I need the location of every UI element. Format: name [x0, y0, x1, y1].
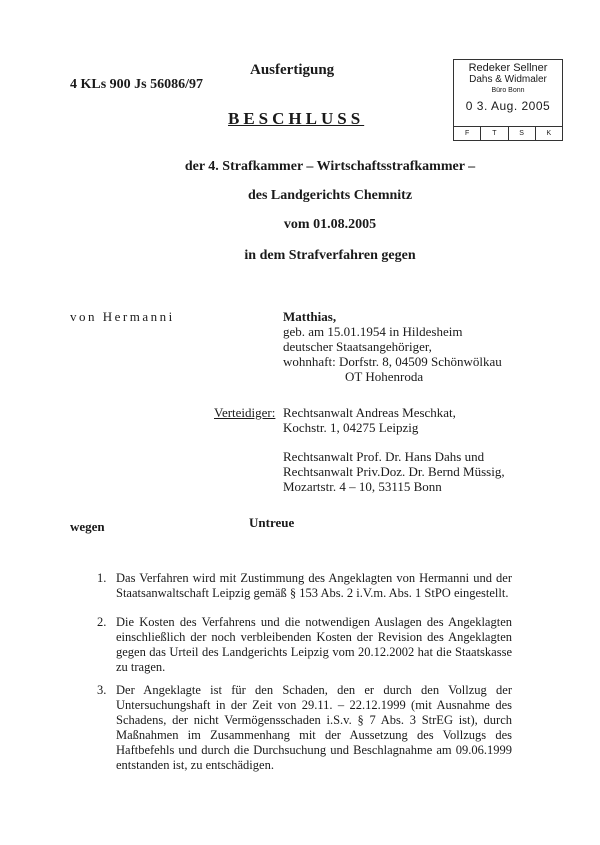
defendant-surname: von Hermanni: [70, 309, 175, 324]
stamp-date: 0 3. Aug. 2005: [465, 99, 551, 113]
defendant-nationality: deutscher Staatsangehöriger,: [283, 339, 432, 354]
stamp-cell: T: [481, 127, 508, 140]
stamp-cell: S: [509, 127, 536, 140]
ruling-number: 3.: [97, 683, 107, 697]
copy-label: Ausfertigung: [250, 62, 335, 78]
ruling-text: Die Kosten des Verfahrens und die notwendigen Auslagen des Angeklagten einschließlich der noch verbleibenden Kosten der Revision des Angeklagten gegen das Urteil des Landgerichts Leipzig vom 20.12.2002 hat die Staatskasse zu tragen.: [116, 615, 512, 674]
charge-label: wegen: [70, 519, 105, 534]
ruling-text: Der Angeklagte ist für den Schaden, den er durch den Vollzug der Untersuchungshaft in der Zeit von 29.11. – 22.12.1999 (mit Ausnahme des Schadens, der nicht Vermögensschaden i.S.v. § 7 Abs. 3 StrEG ist), durch Maßnahmen im Zusammenhang mit der Aussetzung des Vollzugs des Haftbefehls und durch die Durchsuchung und Beschlagnahme am 09.06.1999 entstanden ist, zu entschädigen.: [116, 683, 512, 772]
stamp-cell: K: [546, 130, 552, 137]
lawyer1-address: Kochstr. 1, 04275 Leipzig: [283, 420, 419, 435]
defense-lawyer1: [283, 405, 456, 435]
defense-lawyers-bonn: [283, 449, 505, 494]
received-stamp: [453, 59, 563, 141]
stamp-cells: [454, 126, 562, 140]
decision-date: vom 01.08.2005: [283, 217, 377, 232]
stamp-office: Büro Bonn: [491, 87, 525, 94]
lawyer2-name: Rechtsanwalt Prof. Dr. Hans Dahs und: [283, 449, 485, 464]
defendant-residence: wohnhaft: Dorfstr. 8, 04509 Schönwölkau: [283, 354, 502, 369]
stamp-firm-line1: Redeker Sellner: [468, 62, 548, 74]
defendant-given-name: Matthias,: [283, 309, 337, 324]
court-chamber: der 4. Strafkammer – Wirtschaftsstrafkammer –: [184, 159, 476, 174]
case-number: 4 KLs 900 Js 56086/97: [70, 77, 204, 92]
defendant-birth: geb. am 15.01.1954 in Hildesheim: [283, 324, 463, 339]
proceeding-line: in dem Strafverfahren gegen: [244, 248, 416, 263]
defendant-details: [283, 309, 502, 384]
defense-label: Verteidiger:: [214, 405, 276, 420]
court-name: des Landgerichts Chemnitz: [247, 188, 413, 203]
ruling-number: 2.: [97, 615, 107, 629]
lawyer1-name: Rechtsanwalt Andreas Meschkat,: [283, 405, 456, 420]
charge-offense: Untreue: [249, 515, 295, 530]
defendant-district: OT Hohenroda: [345, 369, 424, 384]
document-title: BESCHLUSS: [228, 109, 365, 128]
stamp-cell: F: [454, 127, 481, 140]
lawyers-bonn-address: Mozartstr. 4 – 10, 53115 Bonn: [283, 479, 442, 494]
ruling-text: Das Verfahren wird mit Zustimmung des Angeklagten von Hermanni und der Staatsanwaltschaft Leipzig gemäß § 153 Abs. 2 i.V.m. Abs. 1 StPO eingestellt.: [116, 571, 512, 600]
lawyer3-name: Rechtsanwalt Priv.Doz. Dr. Bernd Müssig,: [283, 464, 505, 479]
stamp-firm-line2: Dahs & Widmaler: [469, 74, 547, 85]
ruling-number: 1.: [97, 571, 107, 585]
